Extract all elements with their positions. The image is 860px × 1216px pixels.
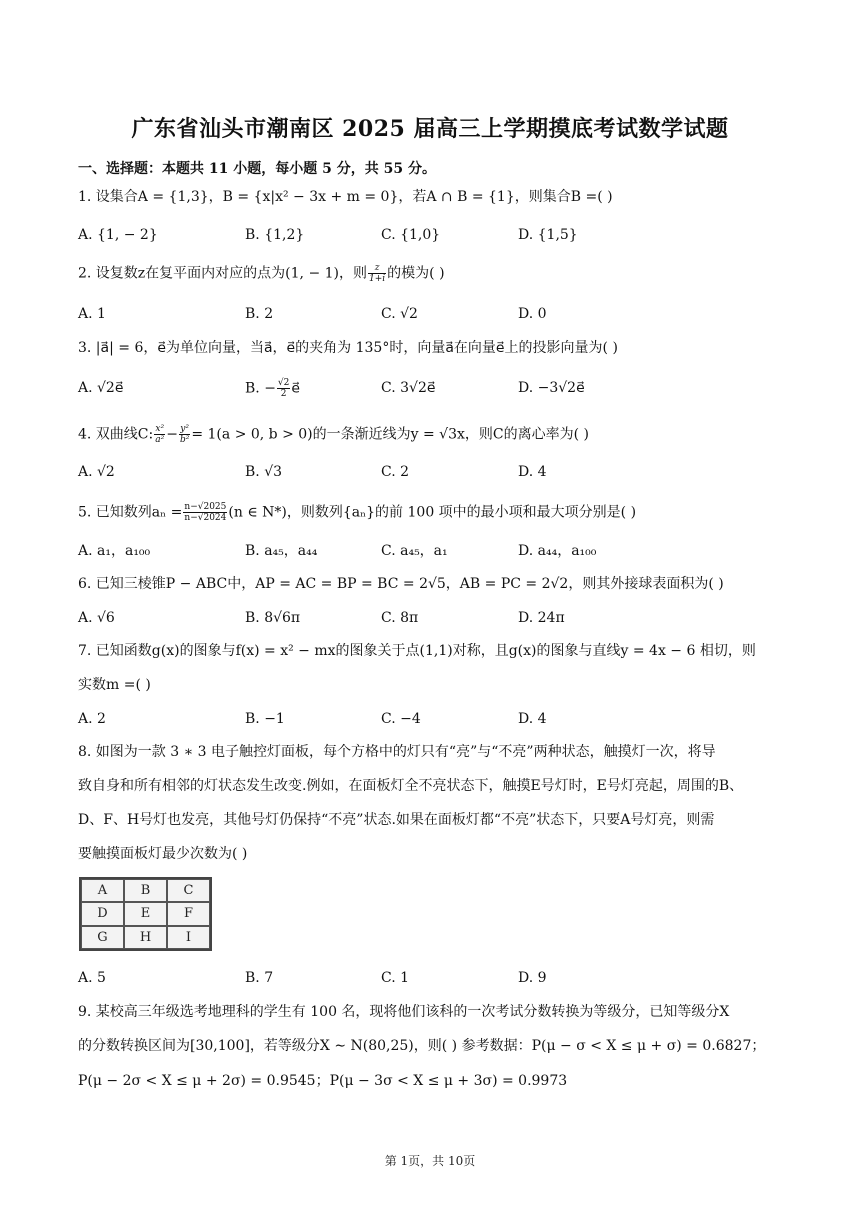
- question-1-option-b[interactable]: B. {1,2}: [245, 227, 305, 243]
- question-2-option-c[interactable]: C. √2: [381, 306, 418, 322]
- fraction: [277, 378, 290, 399]
- question-8-option-d[interactable]: D. 9: [518, 970, 547, 986]
- question-4-text: [78, 424, 589, 445]
- panel-cell-a: A: [81, 879, 124, 902]
- question-4-option-d[interactable]: D. 4: [518, 464, 547, 480]
- question-7-option-a[interactable]: A. 2: [78, 711, 106, 727]
- section-heading: 一、选择题：本题共 11 小题，每小题 5 分，共 55 分。: [78, 161, 436, 177]
- question-6-option-b[interactable]: B. 8√6π: [245, 610, 301, 626]
- question-5-text-part: (n ∈ N*)，则数列{aₙ}的前 100 项中的最小项和最大项分别是( ): [228, 504, 637, 521]
- panel-cell-b: B: [124, 879, 167, 902]
- question-8-text-line-3: D、F、H号灯也发亮，其他号灯仍保持“不亮”状态.如果在面板灯都“不亮”状态下，只要A号灯亮，则需: [78, 812, 715, 828]
- question-6-option-c[interactable]: C. 8π: [381, 610, 419, 626]
- page-footer: 第 1页，共 10页: [384, 1154, 476, 1168]
- question-8-text-line-4: 要触摸面板灯最少次数为( ): [78, 846, 248, 862]
- question-5-text: [78, 502, 636, 523]
- fraction: [179, 424, 190, 445]
- question-3-option-c[interactable]: C. 3√2e⃗: [381, 380, 436, 396]
- question-9-text-line-2: 的分数转换区间为[30,100]，若等级分X ∼ N(80,25)，则( ) 参考数据：P(μ − σ < X ≤ μ + σ) = 0.6827；: [78, 1038, 766, 1054]
- question-4-option-a[interactable]: A. √2: [78, 464, 115, 480]
- panel-cell-g: G: [81, 926, 124, 949]
- fraction-numerator: √2: [277, 378, 290, 388]
- question-1-text: 1. 设集合A = {1,3}，B = {x|x² − 3x + m = 0}，若A ∩ B = {1}，则集合B =( ): [78, 189, 613, 205]
- question-2-option-d[interactable]: D. 0: [518, 306, 547, 322]
- question-5-text-part: 5. 已知数列aₙ =: [78, 504, 183, 521]
- question-8-option-a[interactable]: A. 5: [78, 970, 106, 986]
- page-title: 广东省汕头市潮南区 2025 届高三上学期摸底考试数学试题: [131, 116, 729, 142]
- question-4-option-b[interactable]: B. √3: [245, 464, 283, 480]
- fraction: [154, 424, 165, 445]
- fraction-denominator: b²: [179, 435, 190, 445]
- question-1-option-d[interactable]: D. {1,5}: [518, 227, 578, 243]
- question-1-option-c[interactable]: C. {1,0}: [381, 227, 441, 243]
- question-3-option-b[interactable]: [245, 378, 300, 399]
- question-3-option-a[interactable]: A. √2e⃗: [78, 380, 124, 396]
- question-4-text-part: = 1(a > 0, b > 0)的一条渐近线为y = √3x，则C的离心率为( ): [191, 426, 589, 443]
- question-8-option-c[interactable]: C. 1: [381, 970, 410, 986]
- question-3-option-d[interactable]: D. −3√2e⃗: [518, 380, 585, 396]
- fraction-numerator: z: [368, 263, 386, 274]
- question-7-option-c[interactable]: C. −4: [381, 711, 421, 727]
- question-3-text: 3. |a⃗| = 6，e⃗为单位向量，当a⃗，e⃗的夹角为 135°时，向量a⃗在向量e⃗上的投影向量为( ): [78, 340, 618, 356]
- fraction: [368, 263, 386, 284]
- question-7-option-d[interactable]: D. 4: [518, 711, 547, 727]
- panel-cell-d: D: [81, 902, 124, 925]
- question-6-option-a[interactable]: A. √6: [78, 610, 115, 626]
- question-4-text-part: 4. 双曲线C:: [78, 426, 154, 443]
- question-4-option-c[interactable]: C. 2: [381, 464, 410, 480]
- question-6-option-d[interactable]: D. 24π: [518, 610, 565, 626]
- question-2-text-part: 2. 设复数z在复平面内对应的点为(1, − 1)，则: [78, 265, 368, 282]
- question-5-option-d[interactable]: D. a₄₄，a₁₀₀: [518, 543, 597, 559]
- panel-cell-f: F: [167, 902, 210, 925]
- option-text-part: e⃗: [291, 380, 301, 397]
- question-8-option-b[interactable]: B. 7: [245, 970, 274, 986]
- fraction-denominator: a²: [155, 435, 165, 445]
- panel-cell-i: I: [167, 926, 210, 949]
- fraction-denominator: 1+i: [369, 274, 386, 284]
- question-9-text-line-1: 9. 某校高三年级选考地理科的学生有 100 名，现将他们该科的一次考试分数转换为等级分，已知等级分X: [78, 1004, 730, 1020]
- light-panel-grid: [79, 877, 212, 951]
- question-2-text-part: 的模为( ): [387, 265, 445, 282]
- question-5-option-c[interactable]: C. a₄₅，a₁: [381, 543, 448, 559]
- fraction: [183, 502, 227, 523]
- fraction-numerator: x²: [155, 424, 165, 434]
- fraction-denominator: n−√2024: [184, 513, 227, 523]
- question-7-option-b[interactable]: B. −1: [245, 711, 285, 727]
- question-2-option-b[interactable]: B. 2: [245, 306, 274, 322]
- option-text-part: B. −: [245, 380, 276, 397]
- panel-cell-h: H: [124, 926, 167, 949]
- question-8-text-line-1: 8. 如图为一款 3 ∗ 3 电子触控灯面板，每个方格中的灯只有“亮”与“不亮”两种状态，触摸灯一次，将导: [78, 744, 716, 760]
- question-9-text-line-3: P(μ − 2σ < X ≤ μ + 2σ) = 0.9545；P(μ − 3σ < X ≤ μ + 3σ) = 0.9973: [78, 1073, 568, 1089]
- fraction-denominator: 2: [280, 389, 287, 399]
- fraction-numerator: y²: [180, 424, 189, 434]
- panel-cell-c: C: [167, 879, 210, 902]
- question-5-option-b[interactable]: B. a₄₅，a₄₄: [245, 543, 318, 559]
- panel-cell-e: E: [124, 902, 167, 925]
- question-7-text-line-2: 实数m =( ): [78, 677, 151, 693]
- question-5-option-a[interactable]: A. a₁，a₁₀₀: [78, 543, 151, 559]
- fraction-numerator: n−√2025: [184, 502, 227, 512]
- question-1-option-a[interactable]: A. {1, − 2}: [78, 227, 158, 243]
- question-6-text: 6. 已知三棱锥P − ABC中，AP = AC = BP = BC = 2√5，AB = PC = 2√2，则其外接球表面积为( ): [78, 576, 724, 592]
- question-2-text: [78, 263, 445, 284]
- question-2-option-a[interactable]: A. 1: [78, 306, 106, 322]
- question-8-text-line-2: 致自身和所有相邻的灯状态发生改变.例如，在面板灯全不亮状态下，触摸E号灯时，E号灯亮起，周围的B、: [78, 778, 744, 794]
- minus-sign: −: [166, 426, 178, 443]
- question-7-text-line-1: 7. 已知函数g(x)的图象与f(x) = x² − mx的图象关于点(1,1)对称，且g(x)的图象与直线y = 4x − 6 相切，则: [78, 643, 756, 659]
